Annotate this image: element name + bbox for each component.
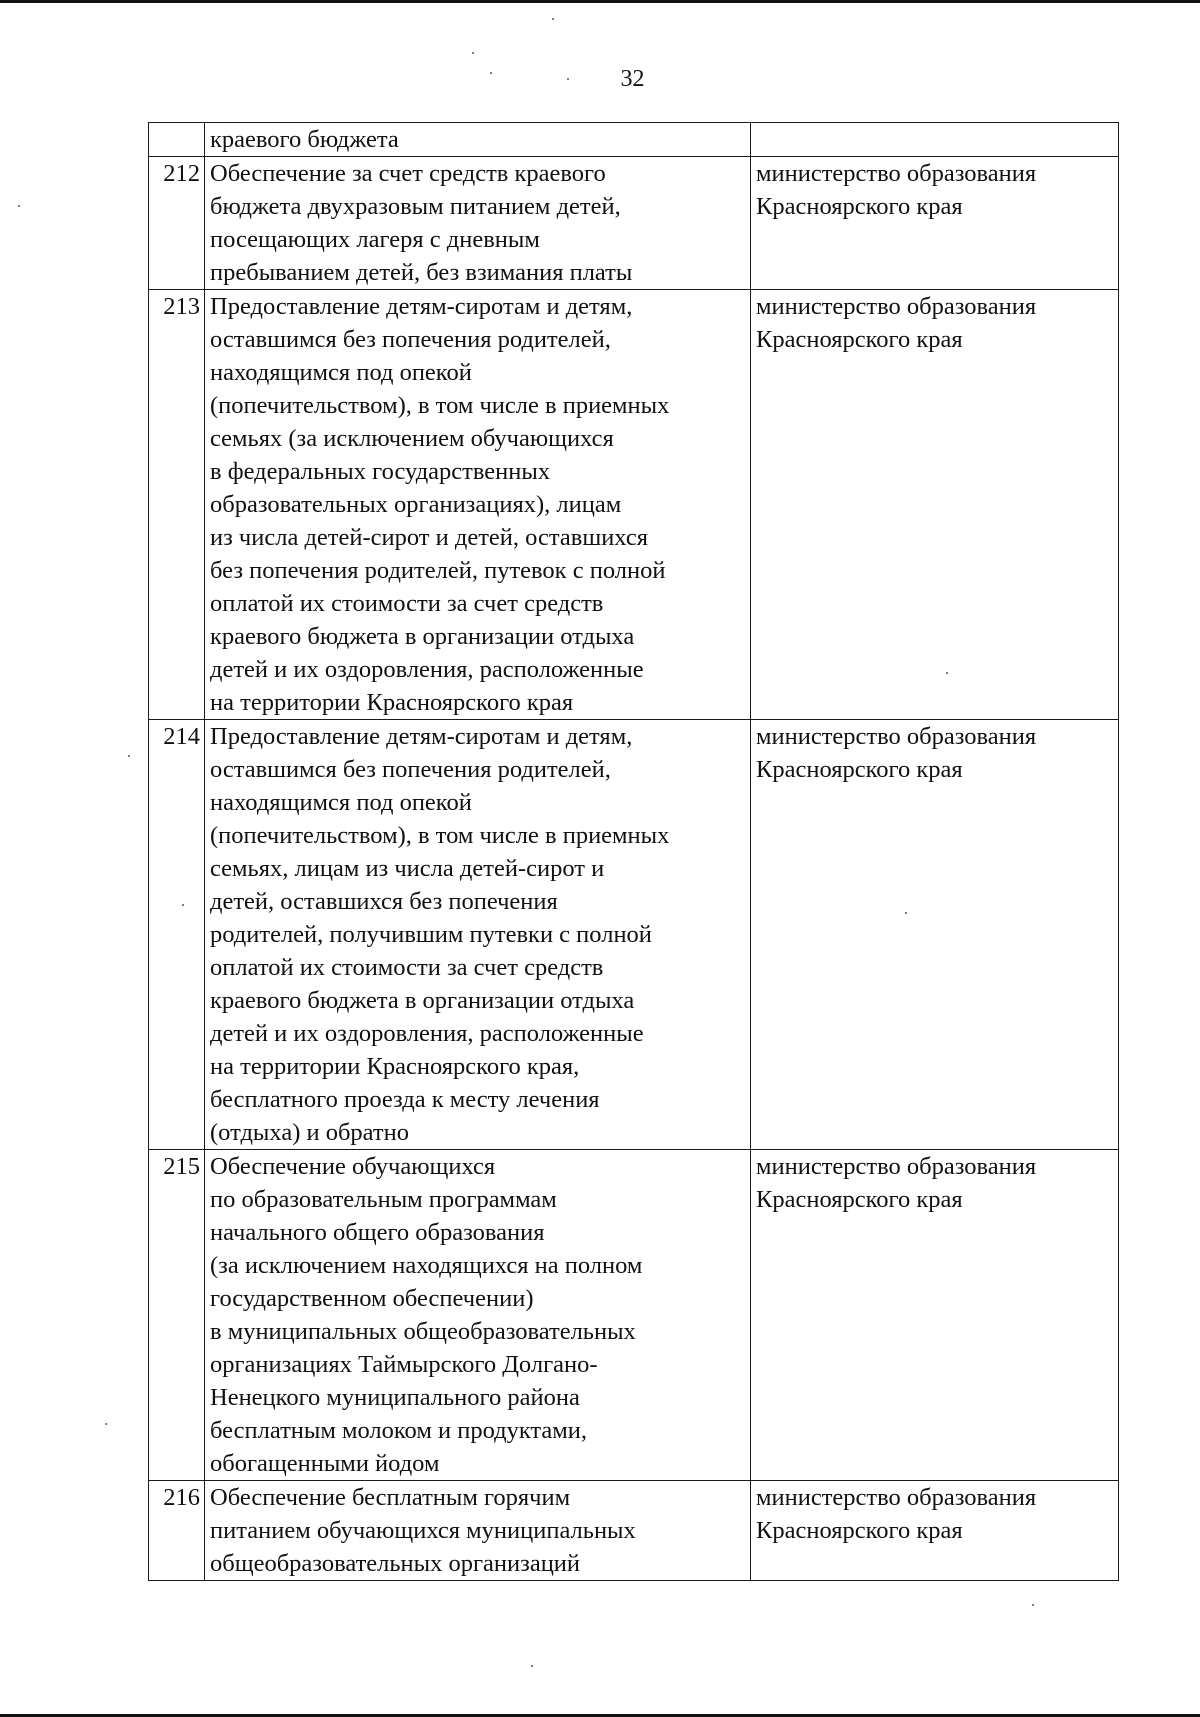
row-number: 215	[149, 1150, 205, 1481]
table-row	[149, 157, 1119, 290]
row-number: 212	[149, 157, 205, 290]
row-responsible-body: министерство образования Красноярского края	[751, 1481, 1119, 1581]
registry-table	[148, 122, 1119, 1581]
scan-speck	[552, 18, 554, 20]
row-description: Предоставление детям-сиротам и детям, оставшимся без попечения родителей, находящимся под опекой (попечительством), в том числе в приемных семьях, лицам из числа детей-сирот и детей, оставшихся без попечения родителей, получившим путевки с полной оплатой их стоимости за счет средств краевого бюджета в организации отдыха детей и их оздоровления, расположенные на территории Красноярского края, бесплатного проезда к месту лечения (отдыха) и обратно	[205, 720, 751, 1150]
row-responsible-body: министерство образования Красноярского края	[751, 157, 1119, 290]
table-row	[149, 1150, 1119, 1481]
table-row	[149, 720, 1119, 1150]
scan-speck	[531, 1665, 533, 1667]
row-description: Предоставление детям-сиротам и детям, оставшимся без попечения родителей, находящимся под опекой (попечительством), в том числе в приемных семьях (за исключением обучающихся в федеральных государственных образовательных организациях), лицам из числа детей-сирот и детей, оставшихся без попечения родителей, путевок с полной оплатой их стоимости за счет средств краевого бюджета в организации отдыха детей и их оздоровления, расположенные на территории Красноярского края	[205, 290, 751, 720]
row-number: 214	[149, 720, 205, 1150]
row-responsible-body: министерство образования Красноярского края	[751, 290, 1119, 720]
row-number	[149, 123, 205, 157]
table-row	[149, 1481, 1119, 1581]
table-row	[149, 123, 1119, 157]
row-number: 213	[149, 290, 205, 720]
row-number: 216	[149, 1481, 205, 1581]
row-responsible-body: министерство образования Красноярского края	[751, 720, 1119, 1150]
row-description: Обеспечение обучающихся по образовательным программам начального общего образования (за исключением находящихся на полном государственном обеспечении) в муниципальных общеобразовательных организациях Таймырского Долгано- Ненецкого муниципального района бесплатным молоком и продуктами, обогащенными йодом	[205, 1150, 751, 1481]
row-description: Обеспечение бесплатным горячим питанием обучающихся муниципальных общеобразовательных организаций	[205, 1481, 751, 1581]
scan-speck	[472, 52, 474, 54]
scan-speck	[128, 755, 130, 757]
scan-speck	[1032, 1604, 1034, 1606]
table-row	[149, 290, 1119, 720]
page-number: 32	[620, 66, 645, 92]
scan-edge-top	[0, 0, 1200, 3]
row-description: краевого бюджета	[205, 123, 751, 157]
row-description: Обеспечение за счет средств краевого бюджета двухразовым питанием детей, посещающих лагеря с дневным пребыванием детей, без взимания платы	[205, 157, 751, 290]
scan-speck	[105, 1423, 107, 1425]
scan-speck	[18, 205, 20, 207]
row-responsible-body: министерство образования Красноярского края	[751, 1150, 1119, 1481]
row-responsible-body	[751, 123, 1119, 157]
